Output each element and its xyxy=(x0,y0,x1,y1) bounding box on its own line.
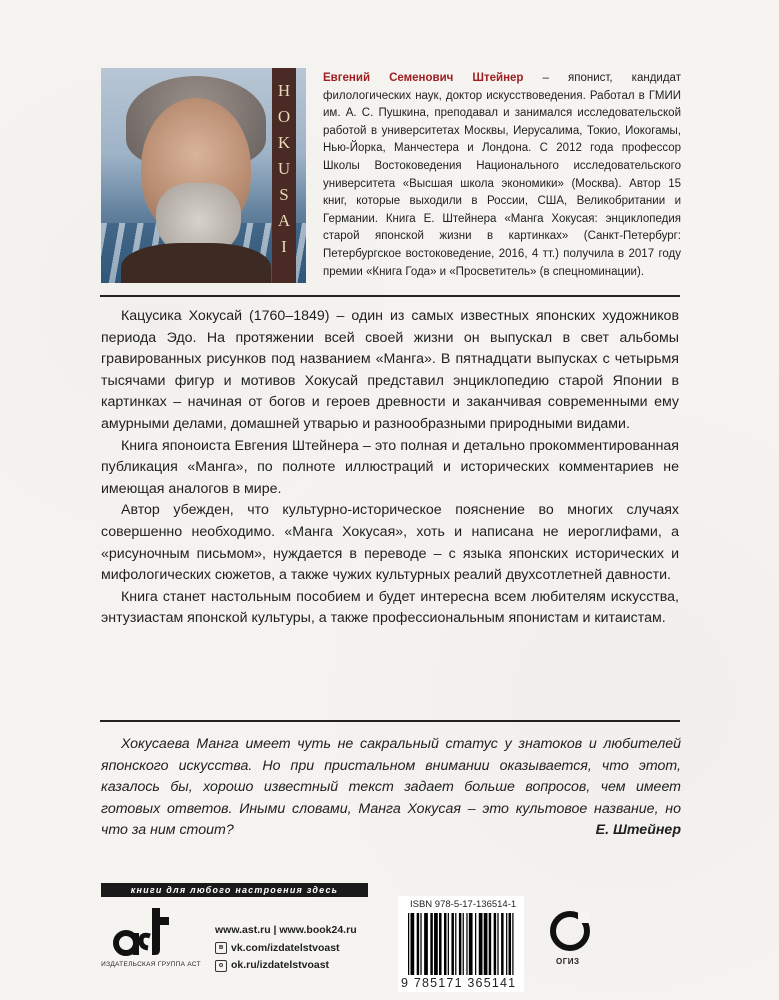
paragraph: Книга японоиста Евгения Штейнера – это полная и детально прокомментированная публикация «Манга», по полноте иллюстраций и исторических комментариев не имеющая аналогов в мире. xyxy=(101,437,679,497)
hokusai-banner-text: H O K U S A I xyxy=(277,81,291,256)
ast-logo xyxy=(108,905,178,960)
barcode-bar xyxy=(501,913,503,975)
barcode-bar xyxy=(430,913,432,975)
paragraph: Автор убежден, что культурно-историческое пояснение во многих случаях совершенно необходимо. «Манга Хокусая», хоть и написана не иероглифами, а «рисуночным письмом», нуждается в переводе – с языка японских исторических и мифологических сюжетов, а также чужих культурных реалий двухсотлетней давности. xyxy=(101,502,679,584)
barcode-bar xyxy=(466,913,467,975)
barcode-bar xyxy=(455,913,456,975)
barcode-bar xyxy=(451,913,453,975)
site-link[interactable]: www.ast.ru | www.book24.ru xyxy=(215,924,357,936)
author-photo xyxy=(101,68,306,283)
barcode-bar xyxy=(484,913,488,975)
ogiz-label: ОГИЗ xyxy=(556,957,580,966)
publisher-group: ИЗДАТЕЛЬСКАЯ ГРУППА АСТ xyxy=(101,961,201,968)
barcode-bar xyxy=(439,913,441,975)
hokusai-banner xyxy=(272,68,296,283)
barcode-bar xyxy=(459,913,461,975)
quote-text: Хокусаева Манга имеет чуть не сакральный статус у знатоков и любителей японского искусства. Но при пристальном внимании оказывается, что этот, казалось бы, хорошо известный текст задает больше вопросов, чем имеет готовых ответов. Иными словами, Манга Хокусая – это культовое название, но что за ним стоит? xyxy=(101,736,681,839)
ok-icon: о xyxy=(215,960,227,972)
ogiz-ring-icon xyxy=(550,911,590,951)
barcode-bars xyxy=(408,913,516,975)
barcode-bar xyxy=(475,913,476,975)
author-name: Евгений Семенович Штейнер xyxy=(323,72,524,84)
barcode-bar xyxy=(463,913,464,975)
barcode-bar xyxy=(506,913,507,975)
paragraph: Кацусика Хокусай (1760–1849) – один из самых известных японских художников периода Эдо. На протяжении всей своей жизни он выпускал в свет альбомы гравированных рисунков под названием «Манга». В пятнадцати выпусках с четырьмя тысячами фигур и мотивов Хокусай представил энциклопедию старой Японии в картинках – начиная от богов и героев древности и заканчивая современными ему амурными делами, домашней утварью и разнообразными природными видами. xyxy=(101,308,679,432)
barcode-bar xyxy=(489,913,491,975)
paragraph: Книга станет настольным пособием и будет интересна всем любителям искусства, энтузиастам японской культуры, а также профессиональным японистам и китаистам. xyxy=(101,588,679,627)
barcode-bar xyxy=(448,913,449,975)
barcode-bar xyxy=(494,913,496,975)
barcode-digits: 9 785171 365141 xyxy=(401,976,517,990)
barcode-bar xyxy=(479,913,483,975)
barcode-bar xyxy=(424,913,428,975)
barcode-bar xyxy=(497,913,498,975)
isbn-barcode xyxy=(398,896,524,992)
barcode-bar xyxy=(420,913,421,975)
author-bio xyxy=(323,70,681,281)
quote xyxy=(101,734,681,842)
vk-link[interactable]: в vk.com/izdatelstvoast xyxy=(215,940,357,958)
barcode-bar xyxy=(434,913,438,975)
barcode-bar xyxy=(444,913,446,975)
quote-author: Е. Штейнер xyxy=(595,822,681,838)
barcode-bar xyxy=(417,913,419,975)
annotation-text xyxy=(101,306,679,630)
barcode-bar xyxy=(410,913,414,975)
ok-link[interactable]: о ok.ru/izdatelstvoast xyxy=(215,957,357,975)
photo-body xyxy=(121,243,271,283)
divider-top xyxy=(100,295,680,297)
vk-icon: в xyxy=(215,942,227,954)
barcode-bar xyxy=(509,913,511,975)
barcode-bar xyxy=(408,913,409,975)
isbn-label: ISBN 978-5-17-136514-1 xyxy=(410,899,517,910)
publisher-tagline: книги для любого настроения здесь xyxy=(101,883,368,897)
barcode-bar xyxy=(512,913,513,975)
ogiz-logo xyxy=(550,911,590,971)
author-bio-text: – японист, кандидат филологических наук, доктор искусствоведения. Работал в ГМИИ им. А. С. Пушкина, преподавал и занимался исследовательской работой в университетах Москвы, Иерусалима, Токио, Иокогамы, Нью-Йорка, Манчестера и Лондона. С 2012 года профессор Школы Востоковедения Национального исследовательского университета «Высшая школа экономики» (Москва). Автор 15 книг, которые выходили в России, США, Великобритании и Германии. Книга Е. Штейнера «Манга Хокусая: энциклопедия старой японской жизни в картинках» (Санкт-Петербург: Петербургское востоковедение, 2016, 4 тт.) получила в 2017 году премии «Книга Года» и «Просветитель» (в спецноминации). xyxy=(323,72,681,278)
divider-bottom xyxy=(100,720,680,722)
publisher-links xyxy=(215,922,357,975)
barcode-bar xyxy=(469,913,473,975)
